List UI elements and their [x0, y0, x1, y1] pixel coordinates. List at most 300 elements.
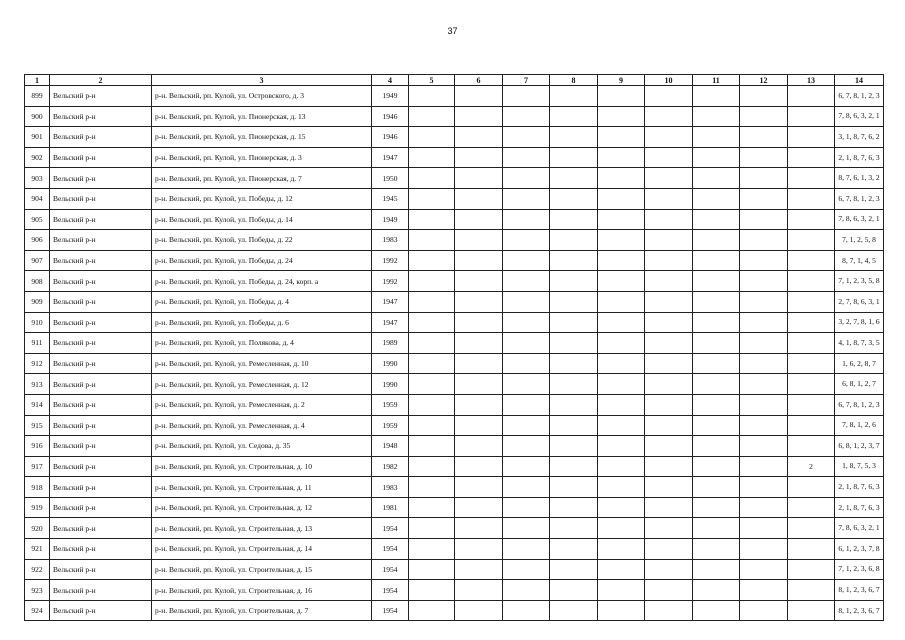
column-5-cell [409, 436, 455, 457]
column-9-cell [598, 456, 645, 477]
column-10-cell [645, 477, 693, 498]
column-9-cell [598, 580, 645, 601]
column-6-cell [455, 271, 503, 292]
district-cell: Вельский р-н [50, 394, 152, 415]
column-10-cell [645, 333, 693, 354]
row-number-cell: 916 [25, 436, 50, 457]
column-12-cell [740, 353, 788, 374]
district-cell: Вельский р-н [50, 127, 152, 148]
column-5-cell [409, 106, 455, 127]
address-cell: р-н. Вельский, рп. Кулой, ул. Строительная, д. 14 [152, 539, 372, 560]
row-number-cell: 906 [25, 230, 50, 251]
column-10-cell [645, 497, 693, 518]
district-cell: Вельский р-н [50, 518, 152, 539]
column-14-cell: 2, 7, 8, 6, 3, 1 [835, 291, 884, 312]
column-10-cell [645, 147, 693, 168]
address-cell: р-н. Вельский, рп. Кулой, ул. Полякова, д. 4 [152, 333, 372, 354]
year-cell: 1992 [372, 271, 409, 292]
column-5-cell [409, 271, 455, 292]
row-number-cell: 919 [25, 497, 50, 518]
column-14-cell: 6, 8, 1, 2, 3, 7 [835, 436, 884, 457]
column-header: 5 [409, 75, 455, 86]
row-number-cell: 909 [25, 291, 50, 312]
column-12-cell [740, 333, 788, 354]
district-cell: Вельский р-н [50, 250, 152, 271]
column-8-cell [550, 394, 598, 415]
column-9-cell [598, 374, 645, 395]
row-number-cell: 915 [25, 415, 50, 436]
address-cell: р-н. Вельский, рп. Кулой, ул. Пионерская, д. 7 [152, 168, 372, 189]
district-cell: Вельский р-н [50, 374, 152, 395]
column-9-cell [598, 415, 645, 436]
column-10-cell [645, 539, 693, 560]
row-number-cell: 905 [25, 209, 50, 230]
column-5-cell [409, 497, 455, 518]
column-6-cell [455, 147, 503, 168]
address-cell: р-н. Вельский, рп. Кулой, ул. Строительная, д. 7 [152, 600, 372, 621]
column-13-cell [788, 436, 835, 457]
column-10-cell [645, 456, 693, 477]
column-9-cell [598, 539, 645, 560]
column-5-cell [409, 250, 455, 271]
column-13-cell [788, 559, 835, 580]
column-11-cell [693, 600, 740, 621]
column-header: 4 [372, 75, 409, 86]
column-5-cell [409, 127, 455, 148]
year-cell: 1946 [372, 106, 409, 127]
column-11-cell [693, 312, 740, 333]
column-5-cell [409, 312, 455, 333]
column-11-cell [693, 580, 740, 601]
column-11-cell [693, 436, 740, 457]
column-14-cell: 7, 8, 6, 3, 2, 1 [835, 209, 884, 230]
column-12-cell [740, 374, 788, 395]
column-10-cell [645, 580, 693, 601]
column-11-cell [693, 518, 740, 539]
column-header: 6 [455, 75, 503, 86]
district-cell: Вельский р-н [50, 497, 152, 518]
address-cell: р-н. Вельский, рп. Кулой, ул. Седова, д. 35 [152, 436, 372, 457]
column-11-cell [693, 539, 740, 560]
district-cell: Вельский р-н [50, 291, 152, 312]
column-11-cell [693, 415, 740, 436]
column-8-cell [550, 580, 598, 601]
column-8-cell [550, 497, 598, 518]
column-13-cell [788, 291, 835, 312]
column-7-cell [503, 497, 550, 518]
year-cell: 1959 [372, 394, 409, 415]
column-6-cell [455, 436, 503, 457]
column-9-cell [598, 600, 645, 621]
column-8-cell [550, 168, 598, 189]
year-cell: 1959 [372, 415, 409, 436]
column-14-cell: 2, 1, 8, 7, 6, 3 [835, 147, 884, 168]
address-cell: р-н. Вельский, рп. Кулой, ул. Победы, д. 22 [152, 230, 372, 251]
table-row [25, 86, 884, 107]
column-10-cell [645, 518, 693, 539]
table-row [25, 230, 884, 251]
column-14-cell: 1, 8, 7, 5, 3 [835, 456, 884, 477]
column-5-cell [409, 559, 455, 580]
column-5-cell [409, 188, 455, 209]
column-9-cell [598, 477, 645, 498]
column-9-cell [598, 353, 645, 374]
column-14-cell: 6, 8, 1, 2, 7 [835, 374, 884, 395]
column-14-cell: 7, 8, 1, 2, 6 [835, 415, 884, 436]
column-14-cell: 8, 1, 2, 3, 6, 7 [835, 580, 884, 601]
column-11-cell [693, 477, 740, 498]
column-10-cell [645, 600, 693, 621]
column-8-cell [550, 436, 598, 457]
column-9-cell [598, 209, 645, 230]
column-12-cell [740, 106, 788, 127]
column-11-cell [693, 333, 740, 354]
address-cell: р-н. Вельский, рп. Кулой, ул. Ремесленная, д. 2 [152, 394, 372, 415]
column-6-cell [455, 456, 503, 477]
column-10-cell [645, 230, 693, 251]
district-cell: Вельский р-н [50, 600, 152, 621]
column-11-cell [693, 456, 740, 477]
column-14-cell: 6, 7, 8, 1, 2, 3 [835, 188, 884, 209]
district-cell: Вельский р-н [50, 230, 152, 251]
year-cell: 1992 [372, 250, 409, 271]
column-6-cell [455, 86, 503, 107]
district-cell: Вельский р-н [50, 168, 152, 189]
table-row [25, 188, 884, 209]
column-header: 2 [50, 75, 152, 86]
column-6-cell [455, 600, 503, 621]
column-7-cell [503, 436, 550, 457]
year-cell: 1945 [372, 188, 409, 209]
column-10-cell [645, 559, 693, 580]
column-12-cell [740, 518, 788, 539]
district-cell: Вельский р-н [50, 436, 152, 457]
year-cell: 1983 [372, 230, 409, 251]
table-row [25, 127, 884, 148]
column-13-cell [788, 497, 835, 518]
year-cell: 1954 [372, 518, 409, 539]
column-7-cell [503, 86, 550, 107]
column-9-cell [598, 312, 645, 333]
column-10-cell [645, 374, 693, 395]
column-7-cell [503, 250, 550, 271]
column-12-cell [740, 580, 788, 601]
column-9-cell [598, 394, 645, 415]
column-12-cell [740, 600, 788, 621]
column-13-cell [788, 580, 835, 601]
column-8-cell [550, 147, 598, 168]
header-row [25, 75, 884, 86]
column-8-cell [550, 86, 598, 107]
address-cell: р-н. Вельский, рп. Кулой, ул. Ремесленная, д. 12 [152, 374, 372, 395]
address-cell: р-н. Вельский, рп. Кулой, ул. Победы, д. 24 [152, 250, 372, 271]
column-12-cell [740, 415, 788, 436]
column-header: 7 [503, 75, 550, 86]
column-6-cell [455, 312, 503, 333]
column-7-cell [503, 168, 550, 189]
column-12-cell [740, 559, 788, 580]
table-row [25, 168, 884, 189]
column-12-cell [740, 291, 788, 312]
address-cell: р-н. Вельский, рп. Кулой, ул. Победы, д. 12 [152, 188, 372, 209]
column-13-cell [788, 600, 835, 621]
column-13-cell: 2 [788, 456, 835, 477]
row-number-cell: 913 [25, 374, 50, 395]
year-cell: 1947 [372, 147, 409, 168]
column-14-cell: 1, 6, 2, 8, 7 [835, 353, 884, 374]
column-6-cell [455, 333, 503, 354]
column-13-cell [788, 312, 835, 333]
column-13-cell [788, 333, 835, 354]
year-cell: 1946 [372, 127, 409, 148]
column-9-cell [598, 518, 645, 539]
column-10-cell [645, 271, 693, 292]
column-7-cell [503, 353, 550, 374]
column-5-cell [409, 86, 455, 107]
column-11-cell [693, 271, 740, 292]
column-8-cell [550, 539, 598, 560]
column-10-cell [645, 168, 693, 189]
column-6-cell [455, 230, 503, 251]
column-5-cell [409, 415, 455, 436]
column-8-cell [550, 188, 598, 209]
column-9-cell [598, 230, 645, 251]
table-row [25, 415, 884, 436]
row-number-cell: 911 [25, 333, 50, 354]
column-8-cell [550, 600, 598, 621]
column-12-cell [740, 86, 788, 107]
column-9-cell [598, 291, 645, 312]
column-11-cell [693, 250, 740, 271]
column-11-cell [693, 106, 740, 127]
column-13-cell [788, 250, 835, 271]
district-cell: Вельский р-н [50, 539, 152, 560]
table-row [25, 477, 884, 498]
row-number-cell: 899 [25, 86, 50, 107]
address-cell: р-н. Вельский, рп. Кулой, ул. Строительная, д. 13 [152, 518, 372, 539]
district-cell: Вельский р-н [50, 559, 152, 580]
table-row [25, 312, 884, 333]
year-cell: 1954 [372, 580, 409, 601]
column-11-cell [693, 559, 740, 580]
column-13-cell [788, 477, 835, 498]
column-13-cell [788, 518, 835, 539]
column-14-cell: 6, 1, 2, 3, 7, 8 [835, 539, 884, 560]
district-cell: Вельский р-н [50, 271, 152, 292]
column-11-cell [693, 394, 740, 415]
column-6-cell [455, 353, 503, 374]
column-12-cell [740, 456, 788, 477]
column-6-cell [455, 497, 503, 518]
column-8-cell [550, 333, 598, 354]
year-cell: 1950 [372, 168, 409, 189]
column-8-cell [550, 415, 598, 436]
year-cell: 1954 [372, 539, 409, 560]
address-cell: р-н. Вельский, рп. Кулой, ул. Ремесленная, д. 4 [152, 415, 372, 436]
column-6-cell [455, 559, 503, 580]
column-8-cell [550, 353, 598, 374]
year-cell: 1947 [372, 291, 409, 312]
column-12-cell [740, 230, 788, 251]
row-number-cell: 910 [25, 312, 50, 333]
column-10-cell [645, 436, 693, 457]
column-13-cell [788, 394, 835, 415]
column-8-cell [550, 250, 598, 271]
column-10-cell [645, 312, 693, 333]
year-cell: 1990 [372, 353, 409, 374]
column-9-cell [598, 127, 645, 148]
column-7-cell [503, 188, 550, 209]
column-7-cell [503, 312, 550, 333]
column-11-cell [693, 86, 740, 107]
column-13-cell [788, 230, 835, 251]
table-row [25, 436, 884, 457]
table-row [25, 353, 884, 374]
column-5-cell [409, 168, 455, 189]
column-header: 12 [740, 75, 788, 86]
address-cell: р-н. Вельский, рп. Кулой, ул. Пионерская, д. 15 [152, 127, 372, 148]
column-6-cell [455, 168, 503, 189]
year-cell: 1947 [372, 312, 409, 333]
address-cell: р-н. Вельский, рп. Кулой, ул. Островского, д. 3 [152, 86, 372, 107]
column-7-cell [503, 271, 550, 292]
column-5-cell [409, 147, 455, 168]
column-11-cell [693, 209, 740, 230]
column-8-cell [550, 291, 598, 312]
year-cell: 1954 [372, 559, 409, 580]
column-9-cell [598, 436, 645, 457]
column-9-cell [598, 250, 645, 271]
column-11-cell [693, 230, 740, 251]
address-cell: р-н. Вельский, рп. Кулой, ул. Строительная, д. 15 [152, 559, 372, 580]
column-10-cell [645, 188, 693, 209]
column-14-cell: 2, 1, 8, 7, 6, 3 [835, 497, 884, 518]
column-5-cell [409, 600, 455, 621]
column-12-cell [740, 539, 788, 560]
address-cell: р-н. Вельский, рп. Кулой, ул. Победы, д. 6 [152, 312, 372, 333]
address-cell: р-н. Вельский, рп. Кулой, ул. Пионерская, д. 3 [152, 147, 372, 168]
column-9-cell [598, 106, 645, 127]
district-cell: Вельский р-н [50, 580, 152, 601]
table-row [25, 518, 884, 539]
column-5-cell [409, 333, 455, 354]
column-7-cell [503, 456, 550, 477]
row-number-cell: 901 [25, 127, 50, 148]
table-row [25, 147, 884, 168]
row-number-cell: 914 [25, 394, 50, 415]
column-8-cell [550, 312, 598, 333]
column-10-cell [645, 86, 693, 107]
year-cell: 1949 [372, 86, 409, 107]
column-11-cell [693, 127, 740, 148]
column-6-cell [455, 209, 503, 230]
address-cell: р-н. Вельский, рп. Кулой, ул. Ремесленная, д. 10 [152, 353, 372, 374]
column-9-cell [598, 168, 645, 189]
column-6-cell [455, 580, 503, 601]
district-cell: Вельский р-н [50, 209, 152, 230]
register-table [24, 74, 884, 621]
column-6-cell [455, 106, 503, 127]
column-10-cell [645, 106, 693, 127]
column-14-cell: 7, 8, 6, 3, 2, 1 [835, 106, 884, 127]
address-cell: р-н. Вельский, рп. Кулой, ул. Пионерская, д. 13 [152, 106, 372, 127]
column-8-cell [550, 106, 598, 127]
column-12-cell [740, 271, 788, 292]
column-11-cell [693, 168, 740, 189]
district-cell: Вельский р-н [50, 333, 152, 354]
column-7-cell [503, 127, 550, 148]
column-7-cell [503, 559, 550, 580]
column-8-cell [550, 559, 598, 580]
district-cell: Вельский р-н [50, 456, 152, 477]
column-14-cell: 3, 2, 7, 8, 1, 6 [835, 312, 884, 333]
column-9-cell [598, 86, 645, 107]
table-row [25, 600, 884, 621]
column-13-cell [788, 127, 835, 148]
year-cell: 1982 [372, 456, 409, 477]
district-cell: Вельский р-н [50, 188, 152, 209]
column-6-cell [455, 415, 503, 436]
row-number-cell: 921 [25, 539, 50, 560]
table-row [25, 580, 884, 601]
column-header: 8 [550, 75, 598, 86]
column-14-cell: 7, 1, 2, 3, 6, 8 [835, 559, 884, 580]
column-7-cell [503, 147, 550, 168]
year-cell: 1983 [372, 477, 409, 498]
column-7-cell [503, 580, 550, 601]
district-cell: Вельский р-н [50, 415, 152, 436]
row-number-cell: 917 [25, 456, 50, 477]
column-5-cell [409, 580, 455, 601]
column-12-cell [740, 312, 788, 333]
column-9-cell [598, 559, 645, 580]
table-header [25, 75, 884, 86]
column-13-cell [788, 271, 835, 292]
column-14-cell: 8, 7, 6, 1, 3, 2 [835, 168, 884, 189]
column-11-cell [693, 147, 740, 168]
column-8-cell [550, 127, 598, 148]
row-number-cell: 918 [25, 477, 50, 498]
district-cell: Вельский р-н [50, 312, 152, 333]
column-5-cell [409, 518, 455, 539]
district-cell: Вельский р-н [50, 86, 152, 107]
column-7-cell [503, 600, 550, 621]
address-cell: р-н. Вельский, рп. Кулой, ул. Строительная, д. 12 [152, 497, 372, 518]
table-row [25, 333, 884, 354]
column-13-cell [788, 86, 835, 107]
column-12-cell [740, 188, 788, 209]
column-6-cell [455, 374, 503, 395]
column-7-cell [503, 333, 550, 354]
column-10-cell [645, 250, 693, 271]
column-5-cell [409, 209, 455, 230]
column-6-cell [455, 394, 503, 415]
address-cell: р-н. Вельский, рп. Кулой, ул. Победы, д. 24, корп. а [152, 271, 372, 292]
column-7-cell [503, 106, 550, 127]
table-row [25, 374, 884, 395]
row-number-cell: 904 [25, 188, 50, 209]
column-7-cell [503, 374, 550, 395]
column-14-cell: 6, 7, 8, 1, 2, 3 [835, 394, 884, 415]
column-13-cell [788, 539, 835, 560]
column-12-cell [740, 436, 788, 457]
column-5-cell [409, 456, 455, 477]
column-10-cell [645, 394, 693, 415]
column-header: 14 [835, 75, 884, 86]
table-body [25, 86, 884, 621]
column-12-cell [740, 394, 788, 415]
year-cell: 1990 [372, 374, 409, 395]
